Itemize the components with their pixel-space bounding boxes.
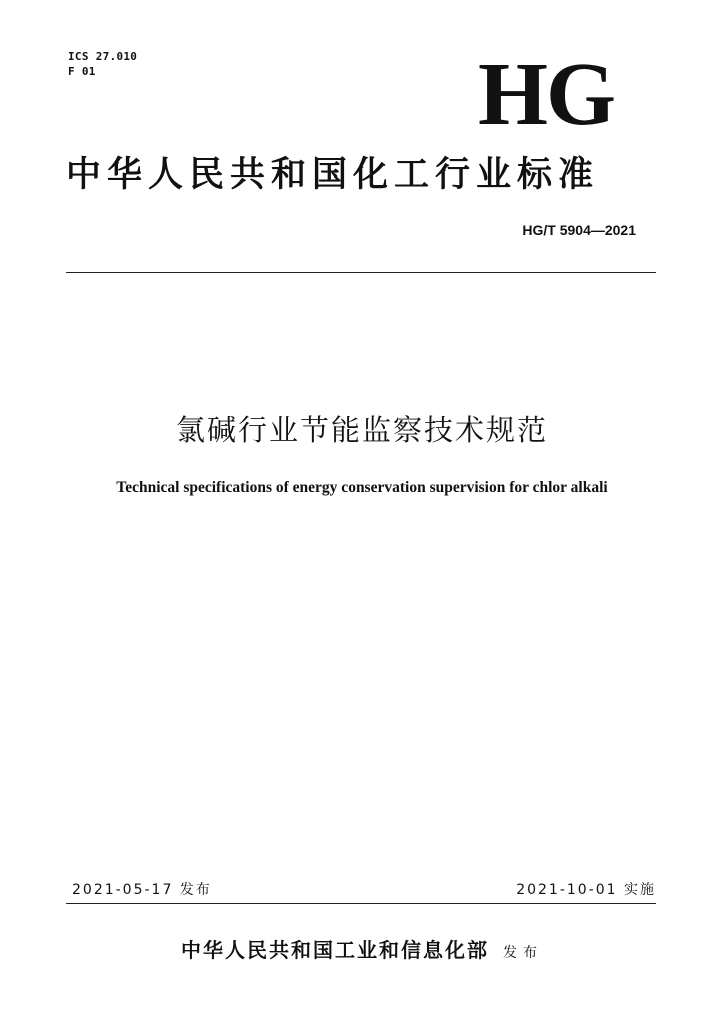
ics-code: ICS 27.010 bbox=[68, 50, 138, 63]
ccs-code: F 01 bbox=[68, 65, 96, 78]
top-divider bbox=[66, 272, 656, 273]
bottom-divider bbox=[66, 903, 656, 904]
title-chinese: 氯碱行业节能监察技术规范 bbox=[175, 413, 548, 447]
publish-date: 2021-05-17 发布 bbox=[72, 882, 212, 898]
issuer-name: 中华人民共和国工业和信息化部 bbox=[181, 938, 489, 962]
standard-number: HG/T 5904—2021 bbox=[522, 222, 636, 238]
standard-category: 中华人民共和国化工行业标准 bbox=[66, 154, 600, 195]
issuer-action: 发布 bbox=[503, 945, 543, 961]
hg-logo: HG bbox=[478, 45, 615, 144]
issuer-line bbox=[0, 936, 724, 967]
classification-codes bbox=[68, 49, 137, 79]
title-english: Technical specifications of energy conservation supervision for chlor alkali bbox=[116, 479, 608, 496]
effective-date: 2021-10-01 实施 bbox=[516, 882, 656, 898]
